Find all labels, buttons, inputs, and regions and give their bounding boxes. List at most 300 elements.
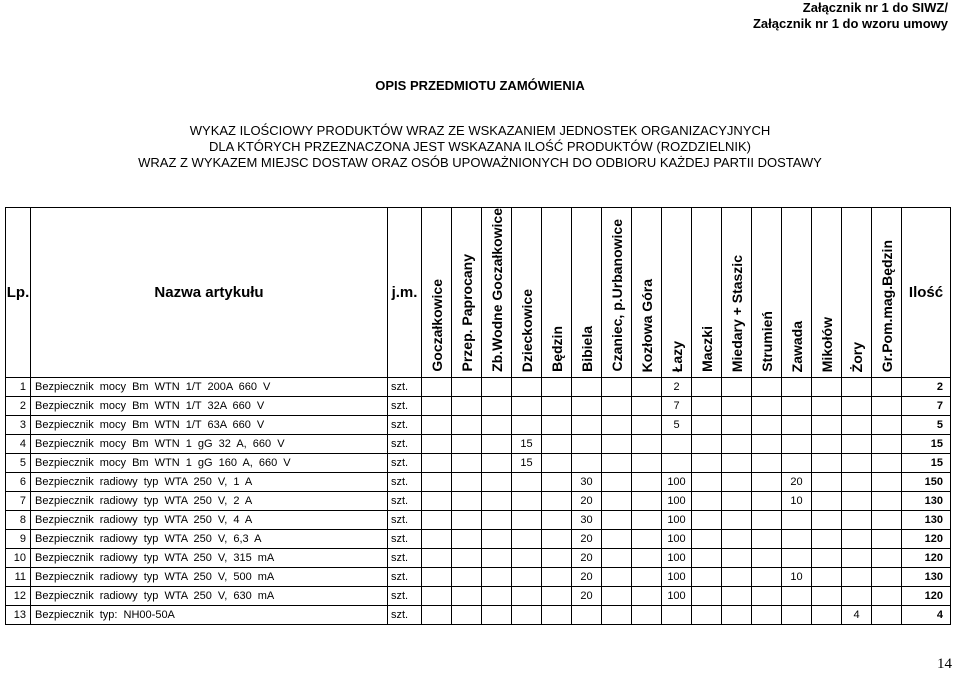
location-quantity	[542, 434, 572, 453]
location-quantity	[482, 510, 512, 529]
location-quantity: 20	[572, 548, 602, 567]
location-quantity	[602, 453, 632, 472]
location-quantity	[722, 491, 752, 510]
table-row	[6, 491, 951, 510]
location-quantity	[812, 586, 842, 605]
location-quantity	[542, 548, 572, 567]
location-quantity	[482, 377, 512, 396]
location-quantity	[812, 491, 842, 510]
location-quantity	[752, 377, 782, 396]
location-quantity	[512, 605, 542, 624]
location-quantity	[482, 567, 512, 586]
location-quantity	[872, 529, 902, 548]
document-subtitle	[0, 123, 960, 171]
location-quantity	[452, 377, 482, 396]
location-quantity	[482, 415, 512, 434]
location-quantity	[842, 453, 872, 472]
location-quantity	[602, 529, 632, 548]
page-number: 14	[937, 656, 952, 672]
location-quantity	[782, 605, 812, 624]
table-row	[6, 510, 951, 529]
location-quantity	[842, 529, 872, 548]
location-quantity	[812, 605, 842, 624]
location-quantity	[602, 491, 632, 510]
location-quantity	[452, 605, 482, 624]
total-quantity: 15	[902, 434, 951, 453]
location-quantity	[752, 434, 782, 453]
column-header-name: Nazwa artykułu	[31, 208, 388, 378]
location-quantity	[452, 491, 482, 510]
item-unit: szt.	[388, 415, 422, 434]
location-quantity	[512, 472, 542, 491]
table-row	[6, 605, 951, 624]
location-quantity: 10	[782, 491, 812, 510]
location-quantity	[452, 567, 482, 586]
total-quantity: 5	[902, 415, 951, 434]
location-quantity: 100	[662, 548, 692, 567]
total-quantity: 130	[902, 510, 951, 529]
location-quantity	[632, 491, 662, 510]
location-quantity	[632, 548, 662, 567]
location-quantity	[602, 415, 632, 434]
column-header-location: Gr.Pom.mag.Będzin	[872, 208, 902, 378]
item-name: Bezpiecznik mocy Bm WTN 1 gG 160 A, 660 V	[31, 453, 388, 472]
location-quantity	[842, 377, 872, 396]
location-quantity	[512, 396, 542, 415]
location-quantity	[542, 586, 572, 605]
location-quantity	[722, 529, 752, 548]
item-unit: szt.	[388, 567, 422, 586]
location-quantity	[782, 377, 812, 396]
column-header-location: Kozłowa Góra	[632, 208, 662, 378]
column-header-location: Będzin	[542, 208, 572, 378]
location-quantity	[722, 605, 752, 624]
location-quantity	[842, 548, 872, 567]
location-quantity	[482, 434, 512, 453]
item-name: Bezpiecznik radiowy typ WTA 250 V, 6,3 A	[31, 529, 388, 548]
location-quantity	[602, 510, 632, 529]
location-quantity	[842, 586, 872, 605]
location-quantity	[632, 529, 662, 548]
location-quantity	[872, 491, 902, 510]
table-row	[6, 453, 951, 472]
location-quantity	[422, 605, 452, 624]
location-quantity	[482, 605, 512, 624]
column-header-total: Ilość	[902, 208, 951, 378]
location-quantity	[782, 415, 812, 434]
location-quantity	[632, 510, 662, 529]
location-quantity: 100	[662, 529, 692, 548]
location-quantity	[512, 415, 542, 434]
table-row	[6, 472, 951, 491]
location-quantity	[632, 605, 662, 624]
total-quantity: 130	[902, 491, 951, 510]
location-quantity	[722, 472, 752, 491]
location-quantity	[692, 529, 722, 548]
column-header-location: Strumień	[752, 208, 782, 378]
location-quantity	[722, 415, 752, 434]
row-number: 10	[6, 548, 31, 567]
item-unit: szt.	[388, 605, 422, 624]
location-quantity	[512, 510, 542, 529]
location-quantity	[872, 605, 902, 624]
location-quantity	[722, 434, 752, 453]
location-quantity	[452, 396, 482, 415]
location-quantity: 15	[512, 434, 542, 453]
distribution-table	[5, 207, 951, 625]
location-quantity	[512, 529, 542, 548]
total-quantity: 150	[902, 472, 951, 491]
row-number: 11	[6, 567, 31, 586]
location-quantity	[842, 415, 872, 434]
column-header-location: Łazy	[662, 208, 692, 378]
location-quantity	[632, 586, 662, 605]
location-quantity	[632, 415, 662, 434]
location-quantity	[782, 396, 812, 415]
subtitle-line: WRAZ Z WYKAZEM MIEJSC DOSTAW ORAZ OSÓB UPOWAŻNIONYCH DO ODBIORU KAŻDEJ PARTII DOSTAWY	[138, 155, 822, 170]
location-quantity	[752, 415, 782, 434]
table-row	[6, 377, 951, 396]
location-quantity	[632, 396, 662, 415]
location-quantity	[542, 472, 572, 491]
location-quantity	[782, 510, 812, 529]
location-quantity	[422, 472, 452, 491]
location-quantity	[692, 491, 722, 510]
column-header-location: Przep. Paprocany	[452, 208, 482, 378]
item-name: Bezpiecznik mocy Bm WTN 1/T 63A 660 V	[31, 415, 388, 434]
location-quantity	[872, 548, 902, 567]
item-unit: szt.	[388, 586, 422, 605]
column-header-location: Mikołów	[812, 208, 842, 378]
location-quantity	[692, 605, 722, 624]
total-quantity: 120	[902, 529, 951, 548]
location-quantity	[872, 567, 902, 586]
item-unit: szt.	[388, 491, 422, 510]
column-header-location: Goczałkowice	[422, 208, 452, 378]
location-quantity	[482, 529, 512, 548]
location-quantity	[872, 586, 902, 605]
location-quantity	[632, 453, 662, 472]
location-quantity	[722, 377, 752, 396]
table-row	[6, 434, 951, 453]
location-quantity	[602, 605, 632, 624]
row-number: 8	[6, 510, 31, 529]
location-quantity: 20	[572, 491, 602, 510]
location-quantity	[572, 434, 602, 453]
location-quantity	[542, 453, 572, 472]
location-quantity	[572, 396, 602, 415]
location-quantity	[452, 586, 482, 605]
row-number: 9	[6, 529, 31, 548]
location-quantity	[452, 415, 482, 434]
location-quantity	[452, 548, 482, 567]
location-quantity	[692, 510, 722, 529]
location-quantity: 20	[572, 529, 602, 548]
location-quantity	[782, 529, 812, 548]
location-quantity	[722, 510, 752, 529]
location-quantity	[812, 396, 842, 415]
location-quantity	[692, 567, 722, 586]
location-quantity: 100	[662, 567, 692, 586]
location-quantity	[482, 472, 512, 491]
column-header-location: Zawada	[782, 208, 812, 378]
location-quantity	[482, 396, 512, 415]
location-quantity	[812, 548, 842, 567]
table-row	[6, 529, 951, 548]
location-quantity	[812, 567, 842, 586]
location-quantity	[422, 453, 452, 472]
location-quantity	[452, 510, 482, 529]
location-quantity	[662, 434, 692, 453]
location-quantity: 15	[512, 453, 542, 472]
location-quantity	[482, 491, 512, 510]
item-unit: szt.	[388, 396, 422, 415]
location-quantity	[692, 415, 722, 434]
location-quantity	[482, 548, 512, 567]
item-unit: szt.	[388, 377, 422, 396]
row-number: 7	[6, 491, 31, 510]
location-quantity	[422, 377, 452, 396]
location-quantity	[422, 491, 452, 510]
location-quantity	[872, 472, 902, 491]
location-quantity	[782, 434, 812, 453]
location-quantity	[842, 472, 872, 491]
location-quantity: 5	[662, 415, 692, 434]
row-number: 13	[6, 605, 31, 624]
location-quantity: 30	[572, 472, 602, 491]
location-quantity	[632, 434, 662, 453]
location-quantity	[842, 396, 872, 415]
table-body	[6, 377, 951, 624]
location-quantity	[542, 491, 572, 510]
attachment-header	[753, 0, 948, 32]
location-quantity	[572, 377, 602, 396]
location-quantity	[482, 586, 512, 605]
location-quantity: 7	[662, 396, 692, 415]
location-quantity	[842, 567, 872, 586]
location-quantity	[692, 434, 722, 453]
location-quantity	[842, 434, 872, 453]
item-unit: szt.	[388, 453, 422, 472]
location-quantity	[452, 529, 482, 548]
attachment-line-2: Załącznik nr 1 do wzoru umowy	[752, 16, 948, 31]
location-quantity	[452, 434, 482, 453]
location-quantity	[662, 605, 692, 624]
location-quantity: 100	[662, 491, 692, 510]
location-quantity	[572, 453, 602, 472]
location-quantity	[752, 605, 782, 624]
location-quantity	[752, 567, 782, 586]
row-number: 1	[6, 377, 31, 396]
location-quantity	[422, 415, 452, 434]
column-header-lp: Lp.	[6, 208, 31, 378]
total-quantity: 7	[902, 396, 951, 415]
total-quantity: 120	[902, 586, 951, 605]
item-unit: szt.	[388, 472, 422, 491]
location-quantity	[692, 453, 722, 472]
location-quantity	[482, 453, 512, 472]
location-quantity	[512, 567, 542, 586]
location-quantity	[542, 510, 572, 529]
location-quantity	[422, 396, 452, 415]
total-quantity: 130	[902, 567, 951, 586]
location-quantity	[422, 510, 452, 529]
location-quantity	[812, 415, 842, 434]
row-number: 12	[6, 586, 31, 605]
location-quantity	[872, 396, 902, 415]
location-quantity	[422, 434, 452, 453]
item-name: Bezpiecznik mocy Bm WTN 1/T 200A 660 V	[31, 377, 388, 396]
location-quantity	[722, 453, 752, 472]
location-quantity	[752, 586, 782, 605]
table-row	[6, 396, 951, 415]
location-quantity	[722, 548, 752, 567]
location-quantity: 100	[662, 472, 692, 491]
location-quantity	[752, 453, 782, 472]
location-quantity	[812, 529, 842, 548]
column-header-location: Zb.Wodne Goczałkowice	[482, 208, 512, 378]
table-header-row	[6, 208, 951, 378]
subtitle-line: DLA KTÓRYCH PRZEZNACZONA JEST WSKAZANA ILOŚĆ PRODUKTÓW (ROZDZIELNIK)	[209, 139, 751, 154]
location-quantity	[422, 586, 452, 605]
location-quantity	[512, 377, 542, 396]
document-title: OPIS PRZEDMIOTU ZAMÓWIENIA	[375, 78, 585, 93]
column-header-location: Maczki	[692, 208, 722, 378]
location-quantity	[722, 567, 752, 586]
item-name: Bezpiecznik typ: NH00-50A	[31, 605, 388, 624]
location-quantity	[422, 548, 452, 567]
location-quantity	[512, 586, 542, 605]
location-quantity	[722, 586, 752, 605]
location-quantity	[782, 586, 812, 605]
location-quantity	[872, 377, 902, 396]
location-quantity: 10	[782, 567, 812, 586]
table-row	[6, 586, 951, 605]
location-quantity	[602, 548, 632, 567]
location-quantity	[542, 567, 572, 586]
total-quantity: 120	[902, 548, 951, 567]
location-quantity: 30	[572, 510, 602, 529]
location-quantity	[872, 510, 902, 529]
location-quantity	[782, 453, 812, 472]
item-name: Bezpiecznik radiowy typ WTA 250 V, 315 mA	[31, 548, 388, 567]
location-quantity	[842, 510, 872, 529]
subtitle-line: WYKAZ ILOŚCIOWY PRODUKTÓW WRAZ ZE WSKAZANIEM JEDNOSTEK ORGANIZACYJNYCH	[189, 123, 771, 138]
location-quantity	[872, 434, 902, 453]
table-row	[6, 415, 951, 434]
column-header-location: Czaniec, p.Urbanowice	[602, 208, 632, 378]
item-unit: szt.	[388, 548, 422, 567]
location-quantity	[812, 453, 842, 472]
item-name: Bezpiecznik radiowy typ WTA 250 V, 630 mA	[31, 586, 388, 605]
item-name: Bezpiecznik radiowy typ WTA 250 V, 2 A	[31, 491, 388, 510]
total-quantity: 15	[902, 453, 951, 472]
item-unit: szt.	[388, 529, 422, 548]
row-number: 4	[6, 434, 31, 453]
location-quantity: 4	[842, 605, 872, 624]
location-quantity	[512, 491, 542, 510]
row-number: 2	[6, 396, 31, 415]
location-quantity: 100	[662, 586, 692, 605]
item-name: Bezpiecznik radiowy typ WTA 250 V, 1 A	[31, 472, 388, 491]
location-quantity	[602, 586, 632, 605]
column-header-location: Żory	[842, 208, 872, 378]
location-quantity: 20	[782, 472, 812, 491]
location-quantity	[542, 529, 572, 548]
location-quantity: 20	[572, 567, 602, 586]
location-quantity	[602, 396, 632, 415]
location-quantity	[542, 377, 572, 396]
location-quantity	[572, 415, 602, 434]
total-quantity: 2	[902, 377, 951, 396]
table-row	[6, 567, 951, 586]
location-quantity	[722, 396, 752, 415]
location-quantity: 20	[572, 586, 602, 605]
column-header-location: Dzieckowice	[512, 208, 542, 378]
location-quantity	[662, 453, 692, 472]
location-quantity	[692, 377, 722, 396]
location-quantity	[872, 415, 902, 434]
location-quantity	[422, 567, 452, 586]
location-quantity	[632, 377, 662, 396]
location-quantity	[572, 605, 602, 624]
location-quantity	[752, 510, 782, 529]
location-quantity	[602, 472, 632, 491]
location-quantity	[752, 548, 782, 567]
location-quantity	[602, 434, 632, 453]
location-quantity	[752, 472, 782, 491]
location-quantity	[602, 377, 632, 396]
location-quantity	[872, 453, 902, 472]
location-quantity: 100	[662, 510, 692, 529]
table-row	[6, 548, 951, 567]
location-quantity: 2	[662, 377, 692, 396]
item-name: Bezpiecznik radiowy typ WTA 250 V, 4 A	[31, 510, 388, 529]
location-quantity	[452, 472, 482, 491]
item-name: Bezpiecznik mocy Bm WTN 1 gG 32 A, 660 V	[31, 434, 388, 453]
location-quantity	[752, 396, 782, 415]
location-quantity	[692, 586, 722, 605]
location-quantity	[812, 377, 842, 396]
row-number: 6	[6, 472, 31, 491]
location-quantity	[542, 396, 572, 415]
attachment-line-1: Załącznik nr 1 do SIWZ/	[802, 0, 948, 15]
location-quantity	[752, 491, 782, 510]
location-quantity	[782, 548, 812, 567]
location-quantity	[452, 453, 482, 472]
location-quantity	[542, 415, 572, 434]
column-header-unit: j.m.	[388, 208, 422, 378]
total-quantity: 4	[902, 605, 951, 624]
item-unit: szt.	[388, 434, 422, 453]
location-quantity	[812, 472, 842, 491]
location-quantity	[632, 567, 662, 586]
location-quantity	[692, 548, 722, 567]
location-quantity	[812, 510, 842, 529]
location-quantity	[692, 396, 722, 415]
item-name: Bezpiecznik mocy Bm WTN 1/T 32A 660 V	[31, 396, 388, 415]
location-quantity	[812, 434, 842, 453]
column-header-location: Bibiela	[572, 208, 602, 378]
location-quantity	[422, 529, 452, 548]
row-number: 3	[6, 415, 31, 434]
location-quantity	[752, 529, 782, 548]
location-quantity	[512, 548, 542, 567]
item-unit: szt.	[388, 510, 422, 529]
location-quantity	[602, 567, 632, 586]
location-quantity	[542, 605, 572, 624]
location-quantity	[842, 491, 872, 510]
